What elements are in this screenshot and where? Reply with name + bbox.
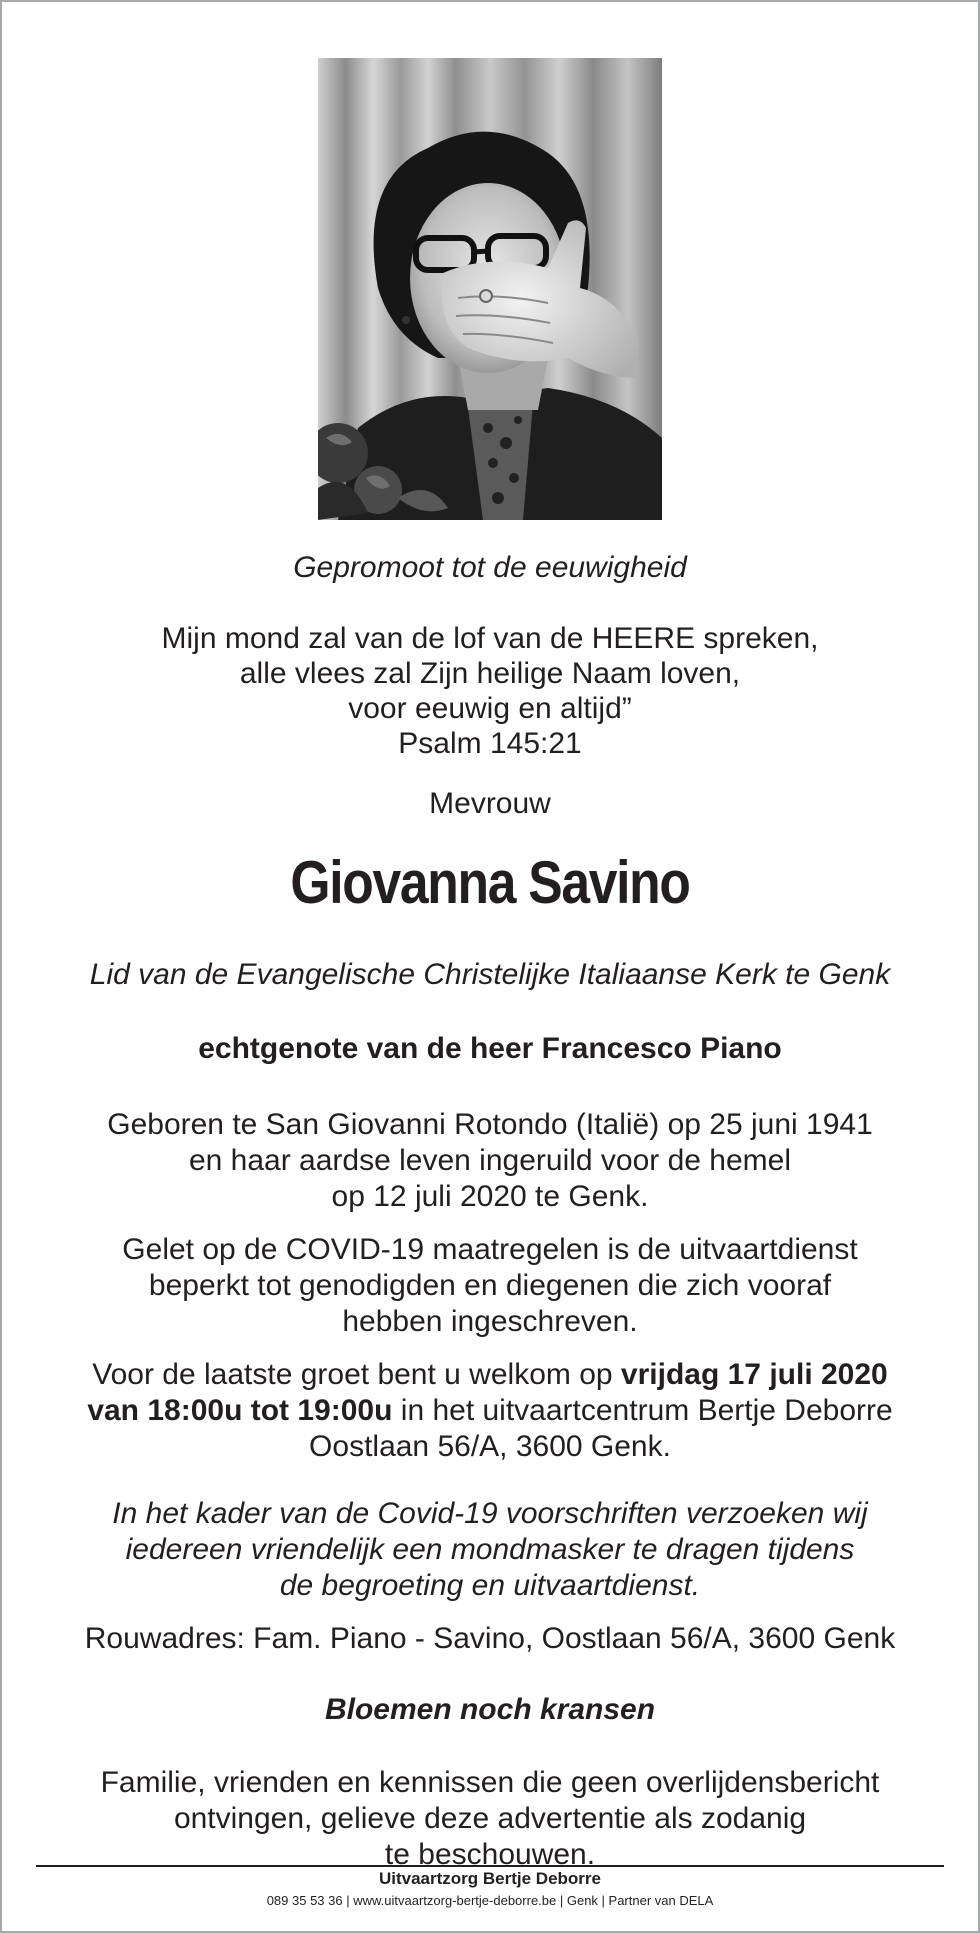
mask-line: de begroeting en uitvaartdienst.: [279, 1569, 701, 1602]
covid-line: Gelet op de COVID-19 maatregelen is de uitvaartdienst: [122, 1233, 858, 1266]
family-line: ontvingen, gelieve deze advertentie als zodanig: [173, 1802, 807, 1835]
psalm-quote: [40, 621, 940, 761]
birth-death-line: op 12 juli 2020 te Genk.: [331, 1180, 649, 1213]
mask-request: [40, 1496, 940, 1604]
salutation: Mevrouw: [429, 787, 551, 820]
psalm-line: Mijn mond zal van de lof van de HEERE spreken,: [161, 622, 819, 655]
membership: Lid van de Evangelische Christelijke Italiaanse Kerk te Genk: [89, 958, 891, 991]
funeral-home-name: Uitvaartzorg Bertje Deborre: [378, 1869, 601, 1888]
farewell-address: Oostlaan 56/A, 3600 Genk.: [309, 1430, 671, 1463]
portrait-photo-icon: [318, 58, 662, 520]
farewell-text: Voor de laatste groet bent u welkom op: [92, 1358, 621, 1391]
mourning-address: Rouwadres: Fam. Piano - Savino, Oostlaan 56/A, 3600 Genk: [84, 1622, 896, 1655]
psalm-reference: Psalm 145:21: [398, 727, 582, 760]
spouse: echtgenote van de heer Francesco Piano: [198, 1032, 782, 1065]
deceased-name: Giovanna Savino: [290, 849, 690, 916]
psalm-line: alle vlees zal Zijn heilige Naam loven,: [239, 657, 741, 690]
birth-death-line: Geboren te San Giovanni Rotondo (Italië) op 25 juni 1941: [107, 1108, 873, 1141]
farewell-venue: in het uitvaartcentrum Bertje Deborre: [392, 1394, 893, 1427]
portrait-photo: [318, 58, 662, 520]
farewell-line: [40, 1393, 940, 1429]
subtitle: Gepromoot tot de eeuwigheid: [293, 551, 687, 584]
birth-death-info: [40, 1107, 940, 1215]
covid-notice: [40, 1232, 940, 1340]
psalm-line: voor eeuwig en altijd”: [348, 692, 632, 725]
covid-line: hebben ingeschreven.: [342, 1305, 638, 1338]
footer-divider: [36, 1865, 944, 1867]
family-line: Familie, vrienden en kennissen die geen overlijdensbericht: [100, 1766, 880, 1799]
mask-line: iedereen vriendelijk een mondmasker te dragen tijdens: [125, 1533, 855, 1566]
family-notice: [40, 1765, 940, 1873]
covid-line: beperkt tot genodigden en diegenen die zich vooraf: [148, 1269, 832, 1302]
flowers-notice: Bloemen noch kransen: [324, 1693, 656, 1726]
farewell-time: van 18:00u tot 19:00u: [87, 1394, 393, 1427]
funeral-home-contact: 089 35 53 36 | www.uitvaartzorg-bertje-deborre.be | Genk | Partner van DELA: [266, 1893, 714, 1908]
farewell-date: vrijdag 17 juli 2020: [620, 1358, 888, 1391]
farewell-line: [40, 1357, 940, 1393]
mask-line: In het kader van de Covid-19 voorschriften verzoeken wij: [112, 1497, 868, 1530]
birth-death-line: en haar aardse leven ingeruild voor de hemel: [188, 1144, 792, 1177]
family-line: te beschouwen.: [384, 1838, 596, 1871]
farewell-info: [40, 1357, 940, 1465]
